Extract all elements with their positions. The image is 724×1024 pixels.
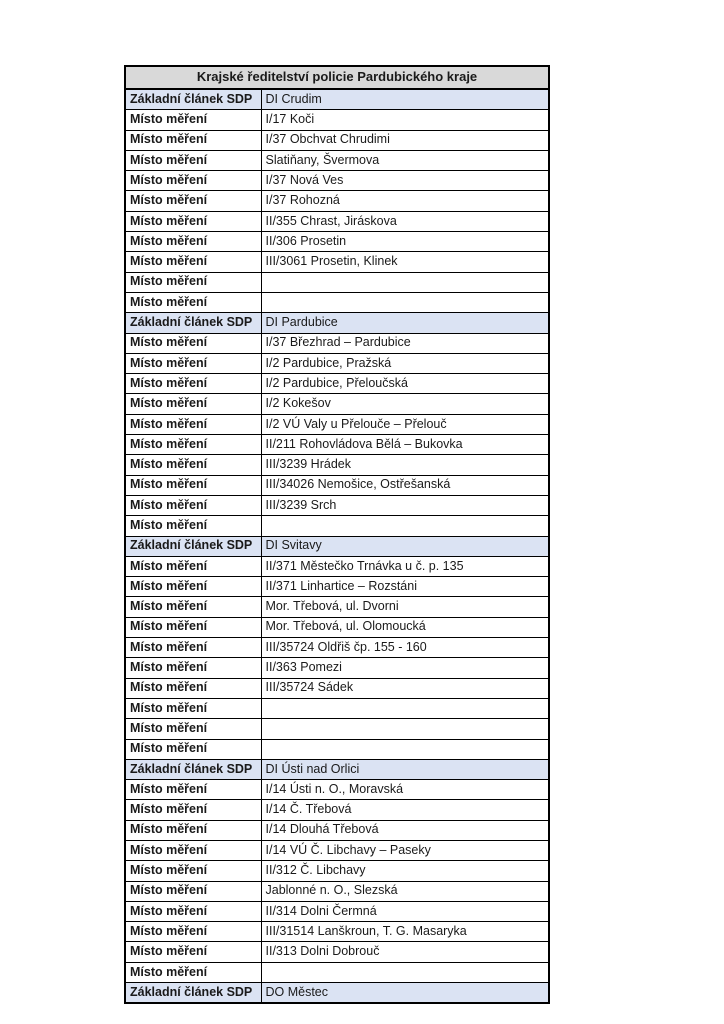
row-value-cell xyxy=(261,739,549,759)
row-label-cell: Místo měření xyxy=(125,719,261,739)
row-label-cell: Místo měření xyxy=(125,374,261,394)
table-row xyxy=(125,901,549,921)
row-value-cell: Mor. Třebová, ul. Olomoucká xyxy=(261,617,549,637)
row-value-cell: I/2 Pardubice, Pražská xyxy=(261,353,549,373)
row-value-cell: I/37 Obchvat Chrudimi xyxy=(261,130,549,150)
table-row xyxy=(125,881,549,901)
table-row xyxy=(125,191,549,211)
row-value-cell: II/211 Rohovládova Bělá – Bukovka xyxy=(261,435,549,455)
row-label-cell: Místo měření xyxy=(125,597,261,617)
table-row xyxy=(125,495,549,515)
row-value-cell: Slatiňany, Švermova xyxy=(261,150,549,170)
row-label-cell: Místo měření xyxy=(125,495,261,515)
row-label-cell: Místo měření xyxy=(125,861,261,881)
table-row xyxy=(125,780,549,800)
row-label-cell: Místo měření xyxy=(125,252,261,272)
table-row xyxy=(125,171,549,191)
table-row xyxy=(125,435,549,455)
table-row xyxy=(125,333,549,353)
section-label-cell: Základní článek SDP xyxy=(125,313,261,333)
row-label-cell: Místo měření xyxy=(125,698,261,718)
row-value-cell: I/37 Březhrad – Pardubice xyxy=(261,333,549,353)
row-value-cell: II/363 Pomezi xyxy=(261,658,549,678)
row-label-cell: Místo měření xyxy=(125,171,261,191)
table-row xyxy=(125,658,549,678)
table-row xyxy=(125,617,549,637)
row-value-cell: I/37 Rohozná xyxy=(261,191,549,211)
row-label-cell: Místo měření xyxy=(125,353,261,373)
table-row xyxy=(125,861,549,881)
row-value-cell: I/17 Koči xyxy=(261,110,549,130)
row-value-cell: III/31514 Lanškroun, T. G. Masaryka xyxy=(261,922,549,942)
section-label-cell: Základní článek SDP xyxy=(125,89,261,110)
row-label-cell: Místo měření xyxy=(125,475,261,495)
row-label-cell: Místo měření xyxy=(125,150,261,170)
section-value-cell: DO Městec xyxy=(261,983,549,1004)
section-value-cell: DI Crudim xyxy=(261,89,549,110)
table-row xyxy=(125,820,549,840)
row-label-cell: Místo měření xyxy=(125,577,261,597)
table-row xyxy=(125,719,549,739)
table-row xyxy=(125,374,549,394)
row-value-cell: I/2 Kokešov xyxy=(261,394,549,414)
row-value-cell xyxy=(261,962,549,982)
row-value-cell: II/312 Č. Libchavy xyxy=(261,861,549,881)
row-label-cell: Místo měření xyxy=(125,617,261,637)
row-value-cell: III/35724 Sádek xyxy=(261,678,549,698)
table-row xyxy=(125,211,549,231)
section-value-cell: DI Pardubice xyxy=(261,313,549,333)
table-row xyxy=(125,252,549,272)
row-value-cell: Jablonné n. O., Slezská xyxy=(261,881,549,901)
row-value-cell: II/306 Prosetin xyxy=(261,232,549,252)
table-row xyxy=(125,698,549,718)
row-value-cell: II/355 Chrast, Jiráskova xyxy=(261,211,549,231)
table-row xyxy=(125,353,549,373)
row-value-cell: I/14 Dlouhá Třebová xyxy=(261,820,549,840)
row-label-cell: Místo měření xyxy=(125,638,261,658)
row-label-cell: Místo měření xyxy=(125,191,261,211)
row-value-cell xyxy=(261,516,549,536)
table-row xyxy=(125,272,549,292)
section-header-row xyxy=(125,759,549,779)
row-value-cell: III/3239 Hrádek xyxy=(261,455,549,475)
police-measurement-table xyxy=(124,65,550,1004)
row-value-cell: II/371 Linhartice – Rozstáni xyxy=(261,577,549,597)
row-label-cell: Místo měření xyxy=(125,881,261,901)
row-value-cell xyxy=(261,272,549,292)
row-label-cell: Místo měření xyxy=(125,272,261,292)
table-row xyxy=(125,638,549,658)
row-label-cell: Místo měření xyxy=(125,333,261,353)
section-label-cell: Základní článek SDP xyxy=(125,983,261,1004)
row-value-cell: I/14 Ústi n. O., Moravská xyxy=(261,780,549,800)
section-header-row xyxy=(125,536,549,556)
row-label-cell: Místo měření xyxy=(125,516,261,536)
row-value-cell: Mor. Třebová, ul. Dvorni xyxy=(261,597,549,617)
table-row xyxy=(125,150,549,170)
table-title-row xyxy=(125,66,549,89)
section-header-row xyxy=(125,983,549,1004)
row-value-cell: I/14 Č. Třebová xyxy=(261,800,549,820)
table-row xyxy=(125,232,549,252)
table-row xyxy=(125,942,549,962)
table-row xyxy=(125,800,549,820)
row-label-cell: Místo měření xyxy=(125,455,261,475)
section-label-cell: Základní článek SDP xyxy=(125,759,261,779)
table-row xyxy=(125,556,549,576)
row-label-cell: Místo měření xyxy=(125,292,261,312)
section-label-cell: Základní článek SDP xyxy=(125,536,261,556)
row-value-cell: III/35724 Oldřiš čp. 155 - 160 xyxy=(261,638,549,658)
row-label-cell: Místo měření xyxy=(125,435,261,455)
row-label-cell: Místo měření xyxy=(125,840,261,860)
section-header-row xyxy=(125,313,549,333)
table-row xyxy=(125,597,549,617)
row-label-cell: Místo měření xyxy=(125,394,261,414)
table-row xyxy=(125,475,549,495)
row-value-cell: III/34026 Nemošice, Ostřešanská xyxy=(261,475,549,495)
row-label-cell: Místo měření xyxy=(125,800,261,820)
row-label-cell: Místo měření xyxy=(125,922,261,942)
row-label-cell: Místo měření xyxy=(125,232,261,252)
section-value-cell: DI Svitavy xyxy=(261,536,549,556)
row-value-cell: II/314 Dolni Čermná xyxy=(261,901,549,921)
row-label-cell: Místo měření xyxy=(125,962,261,982)
row-label-cell: Místo měření xyxy=(125,739,261,759)
table-row xyxy=(125,922,549,942)
table-row xyxy=(125,130,549,150)
row-value-cell: II/313 Dolni Dobrouč xyxy=(261,942,549,962)
table-row xyxy=(125,110,549,130)
table-row xyxy=(125,739,549,759)
row-value-cell xyxy=(261,698,549,718)
table-row xyxy=(125,840,549,860)
table-row xyxy=(125,678,549,698)
row-label-cell: Místo měření xyxy=(125,556,261,576)
table-row xyxy=(125,455,549,475)
table-row xyxy=(125,414,549,434)
row-value-cell: III/3061 Prosetin, Klinek xyxy=(261,252,549,272)
row-label-cell: Místo měření xyxy=(125,901,261,921)
table-row xyxy=(125,962,549,982)
row-label-cell: Místo měření xyxy=(125,211,261,231)
row-value-cell: I/14 VÚ Č. Libchavy – Paseky xyxy=(261,840,549,860)
table-row xyxy=(125,292,549,312)
row-value-cell: II/371 Městečko Trnávka u č. p. 135 xyxy=(261,556,549,576)
row-label-cell: Místo měření xyxy=(125,130,261,150)
section-value-cell: DI Ústi nad Orlici xyxy=(261,759,549,779)
table-row xyxy=(125,577,549,597)
row-value-cell: I/2 Pardubice, Přeloučská xyxy=(261,374,549,394)
page-title: Krajské ředitelství policie Pardubického kraje xyxy=(125,66,549,89)
row-value-cell: I/2 VÚ Valy u Přelouče – Přelouč xyxy=(261,414,549,434)
row-label-cell: Místo měření xyxy=(125,658,261,678)
row-label-cell: Místo měření xyxy=(125,820,261,840)
row-value-cell: III/3239 Srch xyxy=(261,495,549,515)
row-label-cell: Místo měření xyxy=(125,942,261,962)
row-value-cell xyxy=(261,292,549,312)
row-value-cell: I/37 Nová Ves xyxy=(261,171,549,191)
table-row xyxy=(125,516,549,536)
row-label-cell: Místo měření xyxy=(125,414,261,434)
table-body xyxy=(125,66,549,1003)
row-label-cell: Místo měření xyxy=(125,780,261,800)
table-row xyxy=(125,394,549,414)
row-value-cell xyxy=(261,719,549,739)
row-label-cell: Místo měření xyxy=(125,678,261,698)
section-header-row xyxy=(125,89,549,110)
table-container xyxy=(124,65,550,1004)
row-label-cell: Místo měření xyxy=(125,110,261,130)
